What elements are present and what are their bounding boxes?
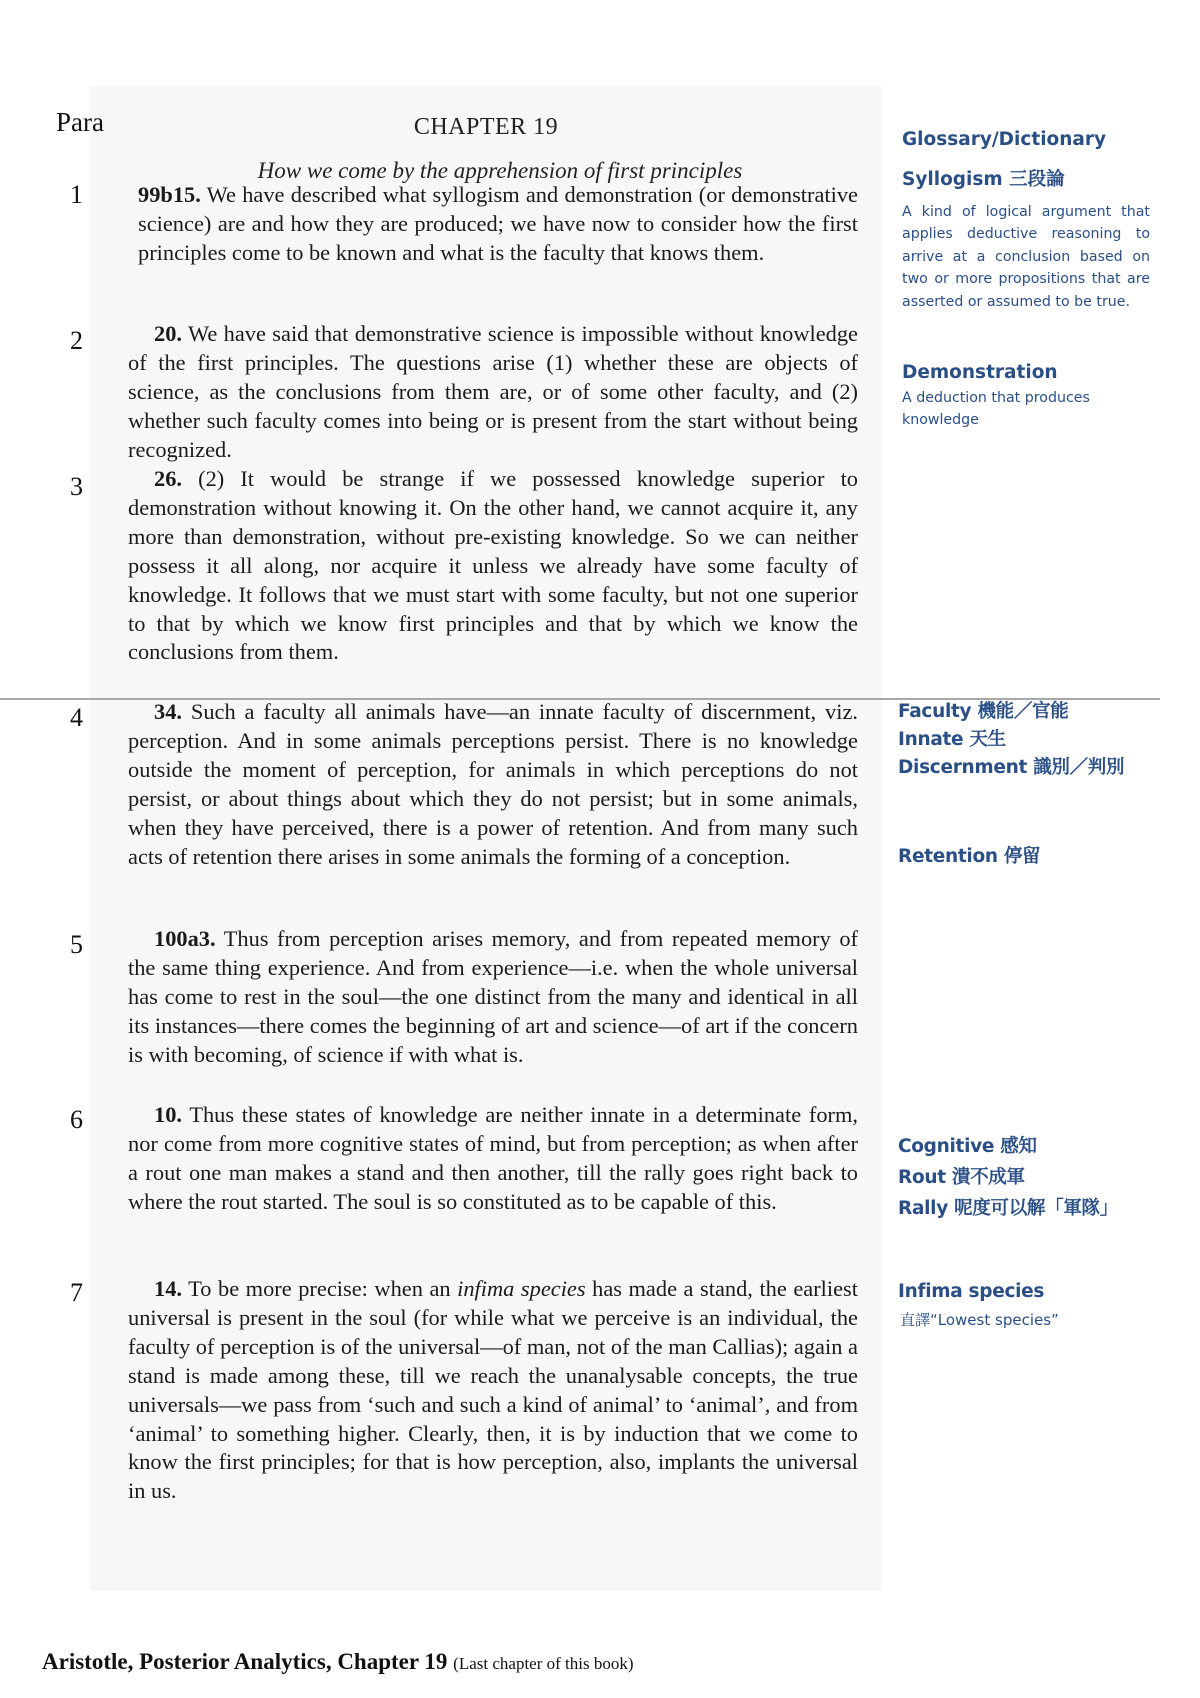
paragraph-5 [128, 925, 858, 1070]
source-citation [42, 1649, 634, 1675]
paragraph-number: 2 [70, 326, 83, 355]
paragraph-1 [138, 181, 858, 299]
glossary-term-demonstration: Demonstration [902, 362, 1058, 383]
paragraph-text: We have described what syllogism and demonstration (or demonstrative science) are and how they are produced; we have now to consider how the first principles come to be known and what is the faculty that knows them. [138, 182, 858, 265]
glossary-term-innate: Innate 天生 [898, 729, 1006, 750]
bekker-reference: 10. [154, 1102, 182, 1127]
glossary-term-discernment: Discernment 識別／判別 [898, 757, 1125, 778]
paragraph-text: We have said that demonstrative science is impossible without knowledge of the first principles. The questions arise (1) whether these are objects of science, as the conclusions from them are, or of some other faculty, and (2) whether such faculty comes into being or is present from the start without being recognized. [128, 321, 858, 462]
paragraph-2 [128, 320, 858, 465]
paragraph-text: Thus from perception arises memory, and from repeated memory of the same thing experience. And from experience—i.e. when the whole universal has come to rest in the soul—the one distinct from the many and identical in all its instances—there comes the beginning of art and science—of art if the concern is with becoming, of science if with what is. [128, 926, 858, 1067]
paragraph-number: 7 [70, 1278, 83, 1307]
paragraph-4 [128, 698, 858, 871]
glossary-term-rally: Rally 呢度可以解「軍隊」 [898, 1198, 1118, 1219]
paragraph-text: To be more precise: when an [182, 1276, 458, 1301]
para-column-label: Para [56, 107, 104, 137]
bekker-reference: 14. [154, 1276, 182, 1301]
paragraph-text: Thus these states of knowledge are neither innate in a determinate form, nor come from more cognitive states of mind, but from perception; as when after a rout one man makes a stand and then another, till the rally goes right back to where the rout started. The soul is so constituted as to be capable of this. [128, 1102, 858, 1214]
citation-note: (Last chapter of this book) [453, 1654, 634, 1673]
paragraph-number: 3 [70, 472, 83, 501]
bekker-reference: 20. [154, 321, 182, 346]
bekker-reference: 100a3. [154, 926, 216, 951]
paragraph-text: (2) It would be strange if we possessed knowledge superior to demonstration without knowing it. On the other hand, we cannot acquire it, any more than demonstration, without pre-existing knowledge. So we can neither possess it all along, nor acquire it unless we already have some faculty of knowledge. It follows that we must start with some faculty, but not one superior to that by which we know first principles and that by which we know the conclusions from them. [128, 466, 858, 665]
paragraph-number: 4 [70, 703, 83, 732]
latin-term: infima species [457, 1276, 586, 1301]
glossary-heading: Glossary/Dictionary [902, 129, 1107, 150]
chapter-subtitle: How we come by the apprehension of first principles [257, 158, 743, 183]
glossary-term-syllogism: Syllogism 三段論 [902, 169, 1065, 190]
paragraph-7 [128, 1275, 858, 1506]
chapter-title: CHAPTER 19 [413, 114, 559, 140]
glossary-definition-syllogism: A kind of logical argument that applies deductive reasoning to arrive at a conclusion based on two or more propositions that are asserted or assumed to be true. [902, 204, 1150, 310]
paragraph-6 [128, 1101, 858, 1217]
paragraph-3 [128, 465, 858, 667]
glossary-term-faculty: Faculty 機能／官能 [898, 701, 1069, 722]
bekker-reference: 34. [154, 699, 182, 724]
glossary-term-rout: Rout 潰不成軍 [898, 1167, 1025, 1188]
paragraph-text: has made a stand, the earliest universal is present in the soul (for while what we perceive is an individual, the faculty of perception is of the universal—of man, not of the man Callias); again a stand is made among these, till we reach the unanalysable concepts, the true universals—we pass from ‘such and such a kind of animal’ to ‘animal’, and from ‘animal’ to something higher. Clearly, then, it is by induction that we come to know the first principles; for that is how perception, also, implants the universal in us. [128, 1276, 858, 1504]
bekker-reference: 99b15. [138, 182, 201, 207]
paragraph-number: 5 [70, 930, 83, 959]
paragraph-number: 6 [70, 1105, 83, 1134]
glossary-definition-demonstration: A deduction that produces knowledge [902, 390, 1090, 429]
glossary-term-infima-species: Infima species [898, 1281, 1045, 1302]
citation-title: Aristotle, Posterior Analytics, Chapter 19 [42, 1649, 448, 1674]
glossary-term-retention: Retention 停留 [898, 846, 1041, 867]
glossary-term-cognitive: Cognitive 感知 [898, 1136, 1037, 1157]
bekker-reference: 26. [154, 466, 182, 491]
paragraph-text: Such a faculty all animals have—an innate faculty of discernment, viz. perception. And in some animals perceptions persist. There is no knowledge outside the moment of perception, for animals in which perceptions do not persist, or about things about which they do not persist; but in some animals, when they have perceived, there is a power of retention. And from many such acts of retention there arises in some animals the forming of a conception. [128, 699, 858, 869]
glossary-definition-infima-species: 直譯“Lowest species” [900, 1311, 1059, 1329]
paragraph-number: 1 [70, 180, 83, 209]
